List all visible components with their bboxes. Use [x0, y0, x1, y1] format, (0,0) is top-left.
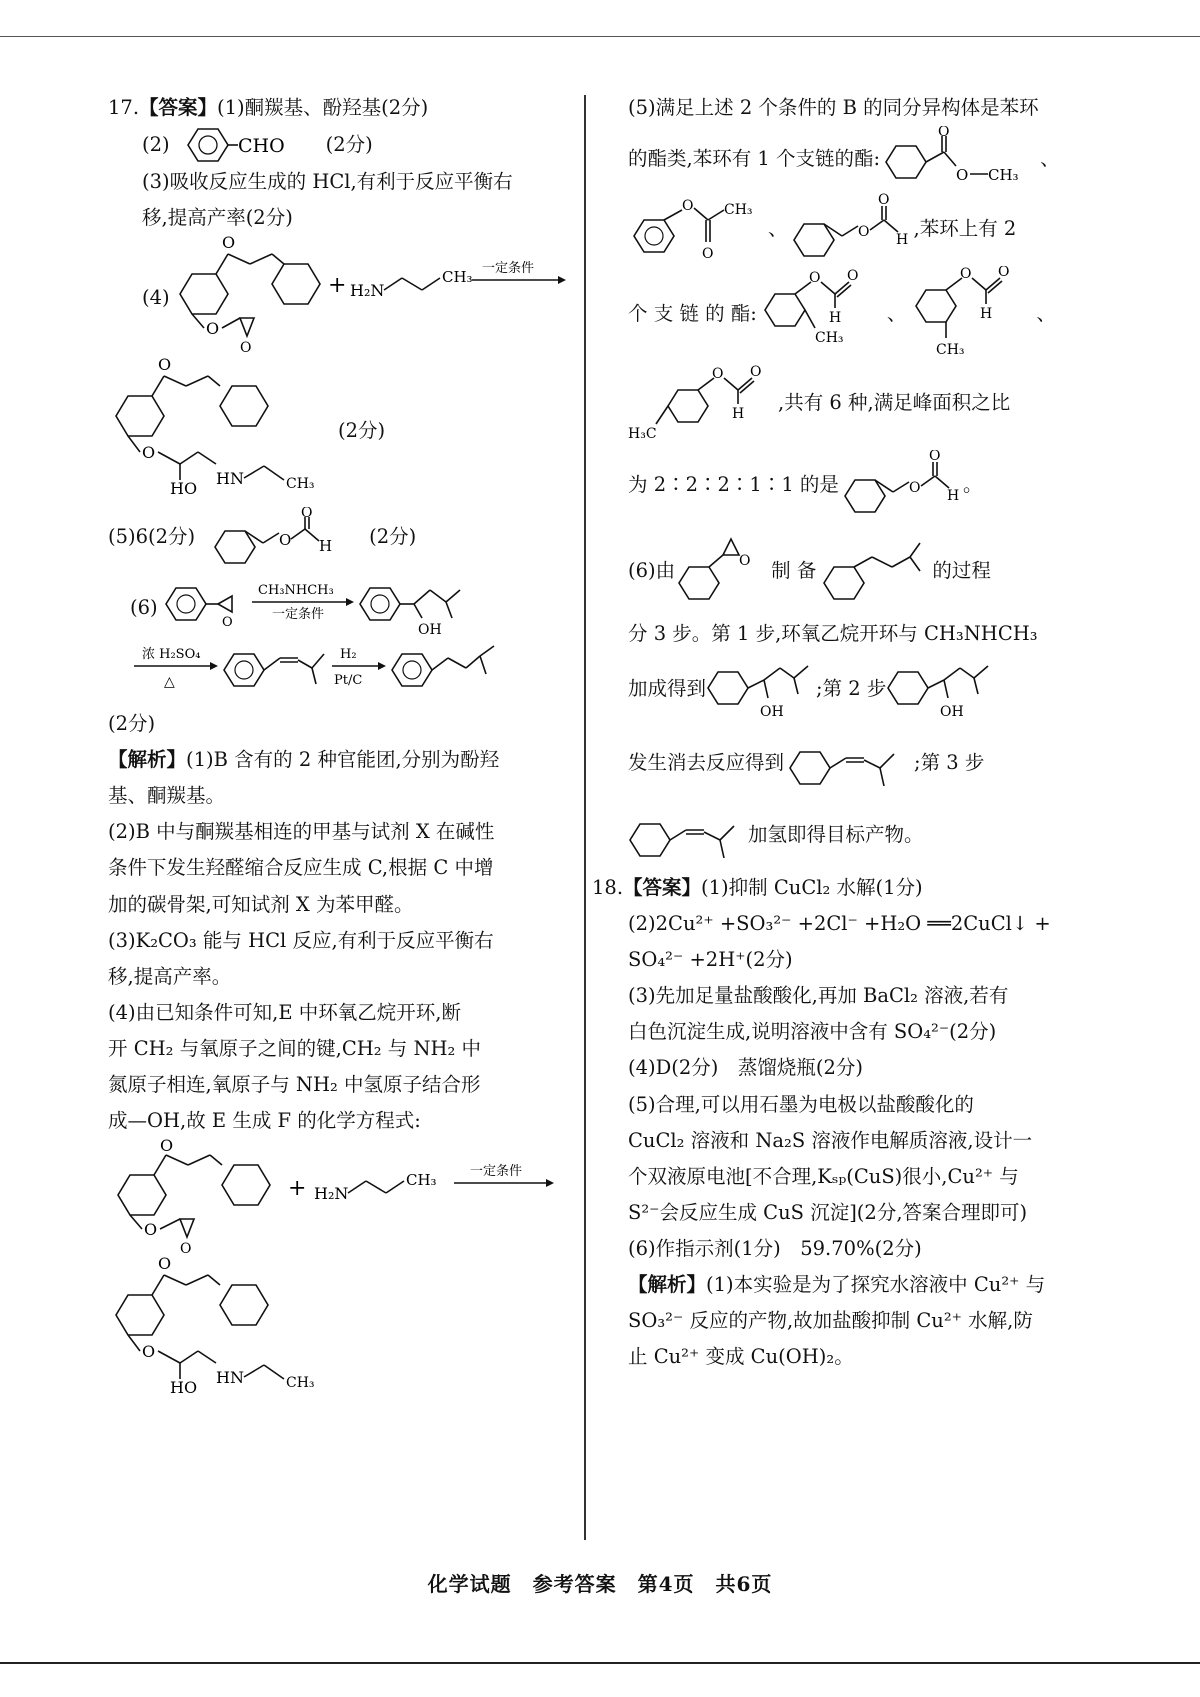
svg-text:O: O — [877, 192, 889, 209]
q18-a3-line1: (3)先加足量盐酸酸化,再加 BaCl₂ 溶液,若有 — [628, 984, 1009, 1008]
svg-text:CH₃: CH₃ — [286, 476, 315, 493]
r5-line5: O O H H₃C ,共有 6 种,满足峰面积之比 — [628, 364, 1011, 443]
r6-line4: 发生消去反应得到 ;第 3 步 — [628, 726, 1068, 800]
svg-text:O: O — [702, 246, 714, 263]
svg-text:一定条件: 一定条件 — [272, 607, 325, 623]
q18-a6: (6)作指示剂(1分) 59.70%(2分) — [628, 1236, 922, 1260]
svg-text:H: H — [946, 488, 960, 505]
svg-text:一定条件: 一定条件 — [470, 1163, 523, 1179]
svg-text:O: O — [712, 366, 724, 383]
phenyl-acetate-structure — [628, 192, 768, 266]
svg-text:OH: OH — [940, 704, 965, 721]
r5-line2: 的酯类,苯环有 1 个支链的酯: O O CH₃ 、 — [628, 126, 1068, 192]
r5-line6: 为 2∶2∶2∶1∶1 的是 O O H 。 — [628, 444, 1068, 526]
q18-a4: (4)D(2分) 蒸馏烧瓶(2分) — [628, 1056, 863, 1080]
svg-text:HO: HO — [170, 1377, 198, 1397]
q17-jx4-reaction — [108, 1139, 570, 1255]
q18-a5-line3: 个双液原电池[不合理,Kₛₚ(CuS)很小,Cu²⁺ 与 — [628, 1164, 1019, 1188]
q18-a2-line2: SO₄²⁻ +2H⁺(2分) — [628, 948, 793, 972]
q17-jx3-line2: 移,提高产率。 — [108, 964, 232, 988]
q17-a5: (5)6(2分) O O H (2分) — [108, 506, 570, 568]
methyl-benzoate-structure — [880, 126, 1040, 192]
svg-text:H₃C: H₃C — [628, 426, 657, 443]
r6-line3: 加成得到 OH ;第 2 步 OH — [628, 652, 1068, 726]
compound-e-structure-2 — [108, 1139, 568, 1255]
styrene-oxide-structure — [675, 531, 771, 611]
q17-a1: (1)酮羰基、酚羟基(2分) — [217, 96, 429, 119]
q18-a5-line4: S²⁻会反应生成 CuS 沉淀](2分,答案合理即可) — [628, 1200, 1028, 1224]
left-column — [108, 90, 570, 1405]
svg-text:H₂: H₂ — [340, 647, 357, 663]
benzyl-formate-structure — [209, 507, 369, 567]
q17-a2: (2) CHO (2分) — [108, 126, 570, 164]
svg-text:O: O — [158, 1254, 172, 1273]
svg-text:一定条件: 一定条件 — [482, 261, 535, 277]
svg-text:O: O — [846, 268, 859, 285]
cho-label: CHO — [237, 135, 285, 158]
p-methylphenyl-formate-structure — [628, 362, 778, 444]
svg-text:H: H — [828, 310, 842, 327]
enamine-structure — [784, 728, 914, 798]
q17-a4-product: O O HO HN CH₃ (2分) — [108, 356, 570, 506]
r5-line1: (5)满足上述 2 个条件的 B 的同分异构体是苯环 — [628, 96, 1039, 119]
svg-text:O: O — [279, 531, 292, 550]
svg-text:O: O — [206, 319, 220, 339]
svg-text:H: H — [319, 537, 333, 556]
q17-jx4-line4: 成—OH,故 E 生成 F 的化学方程式: — [108, 1108, 421, 1132]
top-rule — [0, 36, 1200, 37]
q17-a4-reaction: (4) O O O + H₂N CH₃ 一定条件 — [142, 236, 570, 356]
svg-text:O: O — [142, 1341, 156, 1361]
svg-text:O: O — [158, 356, 172, 375]
svg-text:H: H — [980, 306, 993, 323]
q17-jx4-line2: 开 CH₂ 与氧原子之间的键,CH₂ 与 NH₂ 中 — [108, 1036, 482, 1060]
q17-jx4-product — [108, 1255, 570, 1405]
q18-line1: 18.【答案】(1)抑制 CuCl₂ 水解(1分) — [592, 876, 923, 900]
q18-a5-line2: CuCl₂ 溶液和 Na₂S 溶液作电解质溶液,设计一 — [628, 1128, 1033, 1152]
svg-text:O: O — [180, 1240, 192, 1255]
svg-text:O: O — [301, 507, 313, 522]
svg-text:O: O — [998, 266, 1010, 281]
q18-jx1-line2: SO₃²⁻ 反应的产物,故加盐酸抑制 Cu²⁺ 水解,防 — [628, 1308, 1033, 1332]
r5-line3: O O CH₃ 、 O O H ,苯环上有 2 — [628, 192, 1068, 266]
q18-a2-line1: (2)2Cu²⁺ +SO₃²⁻ +2Cl⁻ +H₂O ══2CuCl↓ + — [628, 912, 1051, 936]
svg-text:H: H — [895, 232, 908, 249]
svg-text:O: O — [222, 236, 236, 253]
svg-text:O: O — [142, 443, 156, 463]
svg-text:O: O — [857, 224, 869, 241]
svg-text:O: O — [160, 1138, 174, 1155]
svg-text:HN: HN — [216, 469, 244, 489]
q17-jx2-line2: 条件下发生羟醛缩合反应生成 C,根据 C 中增 — [108, 856, 494, 880]
q18-a3-line2: 白色沉淀生成,说明溶液中含有 SO₄²⁻(2分) — [628, 1020, 997, 1044]
q17-a3-line1: (3)吸收反应生成的 HCl,有利于反应平衡右 — [142, 170, 513, 194]
svg-text:H₂N: H₂N — [314, 1183, 349, 1203]
r5-line4: 个 支 链 的 酯: O O H CH₃ 、 O O H CH₃ 、 — [628, 266, 1068, 362]
svg-text:H: H — [732, 406, 745, 423]
svg-text:CH₃: CH₃ — [814, 330, 844, 347]
amino-alcohol-structure-2 — [886, 652, 996, 726]
svg-text:CH₃: CH₃ — [442, 268, 473, 287]
svg-text:O: O — [960, 266, 972, 283]
svg-text:浓 H₂SO₄: 浓 H₂SO₄ — [142, 647, 201, 663]
q17-a3-line2: 移,提高产率(2分) — [142, 206, 293, 230]
page-footer: 化学试题 参考答案 第4页 共6页 — [427, 1572, 773, 1596]
svg-text:HO: HO — [170, 479, 198, 499]
bottom-rule — [0, 1662, 1200, 1664]
svg-text:HN: HN — [216, 1367, 244, 1387]
q17-jx4-line1: (4)由已知条件可知,E 中环氧乙烷开环,断 — [108, 1000, 461, 1024]
svg-text:Pt/C: Pt/C — [334, 673, 363, 689]
q17-jx2-line1: (2)B 中与酮羰基相连的甲基与试剂 X 在碱性 — [108, 820, 495, 844]
q18-jx1-line1: 【解析】(1)本实验是为了探究水溶液中 Cu²⁺ 与 — [628, 1272, 1046, 1296]
q17-a6-score: (2分) — [108, 712, 156, 736]
svg-text:O: O — [739, 553, 751, 570]
svg-text:O: O — [750, 364, 762, 381]
compound-f-structure-2 — [108, 1255, 368, 1405]
r6-line5: 加氢即得目标产物。 — [628, 800, 1068, 870]
amino-alcohol-structure — [706, 652, 816, 726]
q18-jx1-line3: 止 Cu²⁺ 变成 Cu(OH)₂。 — [628, 1344, 854, 1368]
benzaldehyde-structure — [176, 126, 326, 164]
q17-jx2-line3: 加的碳骨架,可知试剂 X 为苯甲醛。 — [108, 892, 414, 916]
answer-tag: 【答案】 — [139, 96, 218, 119]
q17-number: 17. — [108, 96, 140, 119]
svg-text:OH: OH — [760, 704, 784, 721]
svg-text:CH₃: CH₃ — [724, 202, 753, 219]
svg-text:O: O — [908, 480, 921, 497]
r6-line2: 分 3 步。第 1 步,环氧乙烷开环与 CH₃NHCH₃ — [628, 622, 1038, 646]
svg-text:+: + — [288, 1175, 307, 1201]
q17-line1 — [108, 90, 570, 126]
svg-text:△: △ — [164, 674, 175, 691]
q17-jx1-line2: 基、酮羰基。 — [108, 784, 226, 808]
svg-text:OH: OH — [418, 622, 442, 639]
svg-text:O: O — [808, 270, 821, 287]
svg-text:CH₃NHCH₃: CH₃NHCH₃ — [258, 583, 334, 599]
svg-text:O: O — [222, 615, 233, 631]
right-column — [592, 90, 1068, 1375]
svg-text:O: O — [240, 340, 252, 357]
q17-a6-route: (6) O CH₃NHCH₃ 一定条件 OH 浓 H₂SO₄ △ H₂ Pt/C — [108, 568, 570, 706]
svg-text:O: O — [682, 198, 694, 215]
svg-text:O: O — [144, 1219, 158, 1239]
enamine-structure-2 — [628, 802, 748, 868]
q17-jx3-line1: (3)K₂CO₃ 能与 HCl 反应,有利于反应平衡右 — [108, 928, 494, 952]
r6-line1: (6)由 O 制 备 的过程 — [628, 526, 1068, 616]
m-methylphenyl-formate-structure — [906, 266, 1036, 362]
q17-jx4-line3: 氮原子相连,氧原子与 NH₂ 中氢原子结合形 — [108, 1072, 481, 1096]
synthesis-route-line1 — [108, 568, 578, 706]
q18-a5-line1: (5)合理,可以用石墨为电极以盐酸酸化的 — [628, 1092, 974, 1116]
svg-text:H₂N: H₂N — [350, 281, 385, 301]
svg-text:CH₃: CH₃ — [988, 166, 1019, 185]
compound-e-structure — [170, 236, 590, 356]
svg-text:CH₃: CH₃ — [406, 1170, 437, 1189]
svg-text:CH₃: CH₃ — [286, 1374, 315, 1391]
svg-text:O: O — [928, 450, 941, 465]
svg-text:O: O — [938, 126, 950, 141]
compound-f-structure — [108, 356, 368, 506]
svg-text:O: O — [956, 166, 969, 185]
q17-jx1-line1: 【解析】(1)B 含有的 2 种官能团,分别为酚羟 — [108, 748, 500, 772]
svg-text:CH₃: CH₃ — [936, 342, 965, 359]
svg-text:+: + — [328, 273, 347, 299]
o-methylphenyl-formate-structure — [757, 266, 887, 362]
